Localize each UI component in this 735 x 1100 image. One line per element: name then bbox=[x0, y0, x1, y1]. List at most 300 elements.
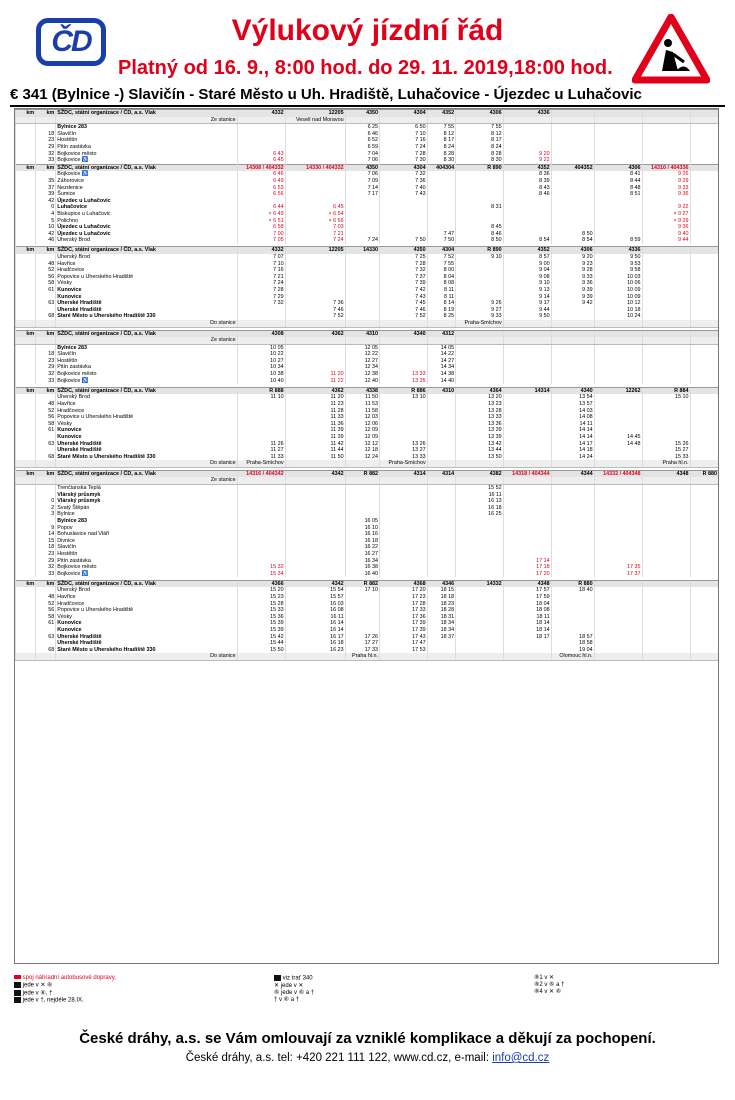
time-cell bbox=[456, 171, 504, 178]
time-cell bbox=[594, 558, 642, 565]
train-number: 4346 bbox=[427, 580, 455, 587]
email-link[interactable]: info@cd.cz bbox=[492, 1052, 550, 1064]
time-cell: 14 45 bbox=[594, 434, 642, 441]
time-cell bbox=[642, 307, 690, 314]
time-cell bbox=[642, 544, 690, 551]
time-cell bbox=[285, 198, 345, 205]
time-cell bbox=[380, 408, 428, 415]
empty-cell bbox=[503, 653, 551, 660]
empty-cell bbox=[456, 117, 504, 124]
time-cell bbox=[690, 280, 718, 287]
time-cell bbox=[345, 280, 379, 287]
train-header-row bbox=[16, 330, 719, 337]
time-cell: 7 06 bbox=[345, 171, 379, 178]
time-cell bbox=[642, 274, 690, 281]
time-cell bbox=[551, 571, 594, 578]
time-cell bbox=[690, 364, 718, 371]
page-title: Výlukový jízdní řád bbox=[231, 14, 504, 47]
train-number: 4362 bbox=[285, 387, 345, 394]
time-cell bbox=[503, 511, 551, 518]
time-cell bbox=[503, 231, 551, 238]
timetable-row bbox=[16, 601, 719, 608]
km-cell: 23 bbox=[36, 551, 56, 558]
time-cell: 10 03 bbox=[594, 274, 642, 281]
time-cell bbox=[642, 607, 690, 614]
timetable-row bbox=[16, 267, 719, 274]
time-cell: 8 24 bbox=[427, 144, 455, 151]
time-cell: 9 14 bbox=[503, 294, 551, 301]
time-cell bbox=[285, 178, 345, 185]
km-cell: 68 bbox=[36, 454, 56, 461]
time-cell: 13 33 bbox=[380, 454, 428, 461]
time-cell: 7 25 bbox=[380, 254, 428, 261]
train-number: 4338 bbox=[345, 387, 379, 394]
timetable-row bbox=[16, 564, 719, 571]
empty-cell bbox=[503, 117, 551, 124]
train-number bbox=[594, 580, 642, 587]
empty-cell bbox=[456, 337, 504, 344]
empty-cell bbox=[237, 653, 285, 660]
empty-cell bbox=[503, 477, 551, 484]
time-cell bbox=[345, 211, 379, 218]
time-cell: 13 39 bbox=[456, 434, 504, 441]
time-cell: 15 57 bbox=[285, 594, 345, 601]
time-cell: 12 03 bbox=[345, 414, 379, 421]
time-cell bbox=[380, 358, 428, 365]
time-cell: 18 34 bbox=[427, 620, 455, 627]
station-name: Staré Město u Uherského Hradiště 330 bbox=[56, 647, 237, 654]
time-cell: 8 08 bbox=[427, 280, 455, 287]
time-cell: 16 22 bbox=[345, 544, 379, 551]
km-cell bbox=[36, 394, 56, 401]
time-cell: 8 31 bbox=[456, 204, 504, 211]
station-name: Popovice u Uherského Hradiště bbox=[56, 274, 237, 281]
time-cell bbox=[690, 551, 718, 558]
time-cell bbox=[503, 441, 551, 448]
timetable-row bbox=[16, 401, 719, 408]
time-cell bbox=[285, 505, 345, 512]
time-cell bbox=[642, 280, 690, 287]
empty-cell bbox=[642, 653, 690, 660]
time-cell: × 6 56 bbox=[285, 218, 345, 225]
time-cell: 8 50 bbox=[456, 237, 504, 244]
time-cell bbox=[503, 211, 551, 218]
time-cell: 8 45 bbox=[456, 224, 504, 231]
time-cell bbox=[690, 204, 718, 211]
train-number: 4332 bbox=[237, 110, 285, 117]
time-cell bbox=[237, 531, 285, 538]
timetable-row bbox=[16, 237, 719, 244]
time-cell bbox=[690, 358, 718, 365]
time-cell: 18 23 bbox=[427, 601, 455, 608]
empty-cell bbox=[551, 460, 594, 467]
time-cell bbox=[427, 558, 455, 565]
time-cell bbox=[690, 408, 718, 415]
time-cell bbox=[237, 538, 285, 545]
time-cell: 9 39 bbox=[551, 294, 594, 301]
train-number bbox=[690, 110, 718, 117]
time-cell bbox=[690, 371, 718, 378]
time-cell bbox=[345, 498, 379, 505]
time-cell: 9 39 bbox=[551, 287, 594, 294]
km-cell: 58 bbox=[36, 421, 56, 428]
time-cell: 7 50 bbox=[380, 237, 428, 244]
km-cell bbox=[16, 505, 36, 512]
time-cell: 17 35 bbox=[594, 564, 642, 571]
time-cell bbox=[285, 518, 345, 525]
km-cell: 18 bbox=[36, 544, 56, 551]
time-cell bbox=[690, 601, 718, 608]
origin-label: Praha hl.n. bbox=[345, 653, 379, 660]
time-cell: 9 22 bbox=[642, 204, 690, 211]
time-cell bbox=[503, 640, 551, 647]
timetable-row bbox=[16, 131, 719, 138]
km-cell bbox=[36, 294, 56, 301]
km-cell bbox=[16, 492, 36, 499]
timetable-row bbox=[16, 124, 719, 131]
time-cell bbox=[427, 414, 455, 421]
time-cell bbox=[551, 498, 594, 505]
time-cell: 9 42 bbox=[551, 300, 594, 307]
time-cell bbox=[503, 204, 551, 211]
time-cell bbox=[690, 620, 718, 627]
time-cell bbox=[503, 538, 551, 545]
station-name: Havřice bbox=[56, 594, 237, 601]
train-number: 4352 bbox=[427, 110, 455, 117]
station-name: Vésky bbox=[56, 614, 237, 621]
time-cell bbox=[503, 137, 551, 144]
footnote-2-icon bbox=[14, 990, 21, 996]
station-name: Slavičín bbox=[56, 351, 237, 358]
station-label: Ze stanice bbox=[56, 337, 237, 344]
time-cell bbox=[503, 378, 551, 385]
time-cell bbox=[594, 538, 642, 545]
time-cell bbox=[285, 131, 345, 138]
legend-l7: v ⑥ a † bbox=[279, 996, 300, 1003]
time-cell bbox=[456, 518, 504, 525]
train-number: 4312 bbox=[427, 330, 455, 337]
station-name: Bojkovice ♿ bbox=[56, 171, 237, 178]
time-cell bbox=[380, 364, 428, 371]
station-name: Bylnice 283 bbox=[56, 124, 237, 131]
time-cell: 9 13 bbox=[503, 287, 551, 294]
time-cell: 8 30 bbox=[456, 157, 504, 164]
station-name: Bojkovice ♿ bbox=[56, 378, 237, 385]
km-cell: 68 bbox=[36, 647, 56, 654]
time-cell bbox=[380, 492, 428, 499]
time-cell: 10 38 bbox=[237, 371, 285, 378]
time-cell bbox=[594, 447, 642, 454]
km-cell bbox=[16, 518, 36, 525]
time-cell: 7 50 bbox=[427, 237, 455, 244]
time-cell: 11 39 bbox=[285, 434, 345, 441]
time-cell bbox=[551, 178, 594, 185]
km-cell bbox=[16, 538, 36, 545]
train-number: 4382 bbox=[456, 470, 504, 477]
train-number: 4352 bbox=[503, 164, 551, 171]
train-number: 4342 bbox=[285, 580, 345, 587]
station-name: Šumice bbox=[56, 191, 237, 198]
time-cell bbox=[345, 492, 379, 499]
time-cell bbox=[427, 401, 455, 408]
time-cell bbox=[551, 614, 594, 621]
time-cell: 15 52 bbox=[456, 485, 504, 492]
time-cell bbox=[456, 198, 504, 205]
time-cell: 19 04 bbox=[551, 647, 594, 654]
time-cell: 12 05 bbox=[345, 344, 379, 351]
km-cell bbox=[36, 640, 56, 647]
empty-cell bbox=[237, 477, 285, 484]
km-cell bbox=[16, 151, 36, 158]
empty-cell bbox=[427, 653, 455, 660]
time-cell bbox=[594, 378, 642, 385]
km-cell bbox=[36, 171, 56, 178]
train-number: 4306 bbox=[551, 247, 594, 254]
time-cell bbox=[690, 571, 718, 578]
time-cell: 16 03 bbox=[285, 601, 345, 608]
time-cell bbox=[642, 601, 690, 608]
time-cell: 8 11 bbox=[427, 294, 455, 301]
time-cell: 12 34 bbox=[345, 364, 379, 371]
time-cell bbox=[594, 485, 642, 492]
to-station-row bbox=[16, 460, 719, 467]
km-cell bbox=[16, 157, 36, 164]
empty-cell bbox=[551, 337, 594, 344]
time-cell: 7 47 bbox=[427, 231, 455, 238]
time-cell: 18 40 bbox=[551, 587, 594, 594]
time-cell: 16 05 bbox=[345, 518, 379, 525]
time-cell: 10 12 bbox=[594, 300, 642, 307]
station-name: Hostětín bbox=[56, 358, 237, 365]
timetable-row bbox=[16, 280, 719, 287]
origin-label: Veselí nad Moravou bbox=[285, 117, 345, 124]
time-cell: 10 06 bbox=[594, 280, 642, 287]
train-number: R 890 bbox=[456, 247, 504, 254]
time-cell bbox=[594, 198, 642, 205]
empty-cell bbox=[456, 653, 504, 660]
time-cell bbox=[551, 511, 594, 518]
time-cell: 9 26 bbox=[456, 300, 504, 307]
km-cell bbox=[16, 211, 36, 218]
time-cell bbox=[594, 157, 642, 164]
time-cell bbox=[427, 185, 455, 192]
time-cell bbox=[551, 558, 594, 565]
origin-label: Praha hl.n. bbox=[642, 460, 690, 467]
time-cell bbox=[690, 427, 718, 434]
time-cell bbox=[456, 634, 504, 641]
station-label: Do stanice bbox=[56, 320, 237, 327]
time-cell bbox=[642, 198, 690, 205]
time-cell: × 9 27 bbox=[642, 211, 690, 218]
time-cell: 9 10 bbox=[456, 254, 504, 261]
km-cell bbox=[16, 511, 36, 518]
time-cell bbox=[594, 525, 642, 532]
km-cell bbox=[36, 320, 56, 327]
station-name: Bylnice 283 bbox=[56, 344, 237, 351]
time-cell bbox=[456, 294, 504, 301]
station-name: Újezdec u Luhačovic bbox=[56, 198, 237, 205]
km-header: km bbox=[36, 164, 56, 171]
time-cell bbox=[551, 198, 594, 205]
time-cell: 7 52 bbox=[285, 313, 345, 320]
time-cell: 6 56 bbox=[237, 191, 285, 198]
time-cell bbox=[237, 551, 285, 558]
time-cell: 8 44 bbox=[594, 178, 642, 185]
time-cell: 9 27 bbox=[456, 307, 504, 314]
time-cell: 17 43 bbox=[380, 634, 428, 641]
time-cell bbox=[237, 124, 285, 131]
time-cell bbox=[380, 498, 428, 505]
time-cell: 13 54 bbox=[551, 394, 594, 401]
time-cell: 18 14 bbox=[503, 620, 551, 627]
time-cell bbox=[690, 124, 718, 131]
train-number: 14332 / 404348 bbox=[594, 470, 642, 477]
empty-cell bbox=[237, 117, 285, 124]
km-cell bbox=[16, 571, 36, 578]
time-cell bbox=[503, 421, 551, 428]
time-cell bbox=[503, 498, 551, 505]
timetable-row bbox=[16, 614, 719, 621]
time-cell: 6 53 bbox=[237, 185, 285, 192]
legend-l6: jede v ⑥ a † bbox=[281, 989, 315, 996]
time-cell: 13 44 bbox=[456, 447, 504, 454]
time-cell: 8 46 bbox=[456, 231, 504, 238]
empty-cell bbox=[427, 117, 455, 124]
station-name: Bylnice 283 bbox=[56, 518, 237, 525]
time-cell bbox=[237, 485, 285, 492]
time-cell: 7 45 bbox=[380, 300, 428, 307]
time-cell bbox=[237, 544, 285, 551]
time-cell bbox=[594, 601, 642, 608]
time-cell: 8 25 bbox=[427, 313, 455, 320]
time-cell bbox=[285, 564, 345, 571]
station-name: Uherský Brod bbox=[56, 587, 237, 594]
time-cell bbox=[690, 344, 718, 351]
time-cell bbox=[642, 294, 690, 301]
time-cell bbox=[427, 571, 455, 578]
time-cell: 10 09 bbox=[594, 287, 642, 294]
time-cell bbox=[594, 218, 642, 225]
station-name: Bojkovice ♿ bbox=[56, 571, 237, 578]
km-cell: 56 bbox=[36, 274, 56, 281]
km-header: km bbox=[16, 247, 36, 254]
station-name: Kunovice bbox=[56, 434, 237, 441]
station-name: Vlárský průsmyk bbox=[56, 498, 237, 505]
time-cell: 12 24 bbox=[345, 454, 379, 461]
km-cell bbox=[16, 594, 36, 601]
time-cell bbox=[456, 267, 504, 274]
train-header-row bbox=[16, 247, 719, 254]
timetable-row bbox=[16, 538, 719, 545]
time-cell: 6 46 bbox=[237, 171, 285, 178]
km-cell: 29 bbox=[36, 364, 56, 371]
time-cell: 12 22 bbox=[345, 351, 379, 358]
station-name: Divnice bbox=[56, 538, 237, 545]
km-cell bbox=[16, 178, 36, 185]
train-number: 14314 bbox=[503, 387, 551, 394]
time-cell: 14 05 bbox=[427, 344, 455, 351]
time-cell bbox=[456, 544, 504, 551]
km-cell: 23 bbox=[36, 358, 56, 365]
empty-cell bbox=[285, 477, 345, 484]
km-cell bbox=[16, 337, 36, 344]
time-cell: 11 10 bbox=[237, 394, 285, 401]
train-number bbox=[456, 330, 504, 337]
timetable-row bbox=[16, 627, 719, 634]
empty-cell bbox=[503, 337, 551, 344]
time-cell bbox=[456, 587, 504, 594]
train-number: 4340 bbox=[380, 330, 428, 337]
time-cell: 8 17 bbox=[456, 137, 504, 144]
to-station-row bbox=[16, 320, 719, 327]
time-cell bbox=[551, 544, 594, 551]
time-cell bbox=[594, 427, 642, 434]
time-cell: 12 38 bbox=[345, 371, 379, 378]
time-cell bbox=[594, 124, 642, 131]
time-cell: 16 14 bbox=[285, 620, 345, 627]
km-cell bbox=[36, 518, 56, 525]
timetable-row bbox=[16, 620, 719, 627]
km-cell: 48 bbox=[36, 401, 56, 408]
km-cell bbox=[36, 124, 56, 131]
time-cell: 13 42 bbox=[456, 441, 504, 448]
station-name: Hradčovice bbox=[56, 408, 237, 415]
timetable-row bbox=[16, 634, 719, 641]
time-cell bbox=[427, 538, 455, 545]
empty-cell bbox=[690, 337, 718, 344]
time-cell bbox=[456, 351, 504, 358]
time-cell bbox=[690, 525, 718, 532]
train-number: 4352 bbox=[503, 247, 551, 254]
time-cell: 8 19 bbox=[427, 307, 455, 314]
km-header: km bbox=[36, 330, 56, 337]
empty-cell bbox=[594, 320, 642, 327]
km-cell bbox=[16, 254, 36, 261]
origin-label: Praha-Smíchov bbox=[237, 460, 285, 467]
time-cell bbox=[690, 351, 718, 358]
time-cell bbox=[551, 564, 594, 571]
time-cell bbox=[427, 394, 455, 401]
time-cell bbox=[345, 294, 379, 301]
time-cell bbox=[642, 408, 690, 415]
time-cell: 15 20 bbox=[237, 587, 285, 594]
time-cell bbox=[345, 511, 379, 518]
time-cell bbox=[642, 620, 690, 627]
km-cell: 32 bbox=[36, 371, 56, 378]
time-cell: 9 28 bbox=[551, 267, 594, 274]
time-cell: 11 20 bbox=[285, 371, 345, 378]
time-cell: 14 18 bbox=[551, 447, 594, 454]
time-cell: 7 32 bbox=[237, 300, 285, 307]
time-cell bbox=[503, 144, 551, 151]
km-cell bbox=[16, 454, 36, 461]
time-cell bbox=[456, 627, 504, 634]
time-cell: 6 45 bbox=[237, 157, 285, 164]
time-cell bbox=[285, 358, 345, 365]
km-cell bbox=[16, 280, 36, 287]
time-cell: 9 10 bbox=[503, 280, 551, 287]
station-name: Popov bbox=[56, 525, 237, 532]
time-cell bbox=[690, 294, 718, 301]
time-cell: × 6 49 bbox=[237, 211, 285, 218]
time-cell: 6 58 bbox=[237, 224, 285, 231]
time-cell bbox=[642, 144, 690, 151]
time-cell: 16 25 bbox=[456, 511, 504, 518]
km-cell: 48 bbox=[36, 594, 56, 601]
time-cell: 13 27 bbox=[380, 447, 428, 454]
time-cell bbox=[237, 558, 285, 565]
km-cell bbox=[36, 447, 56, 454]
